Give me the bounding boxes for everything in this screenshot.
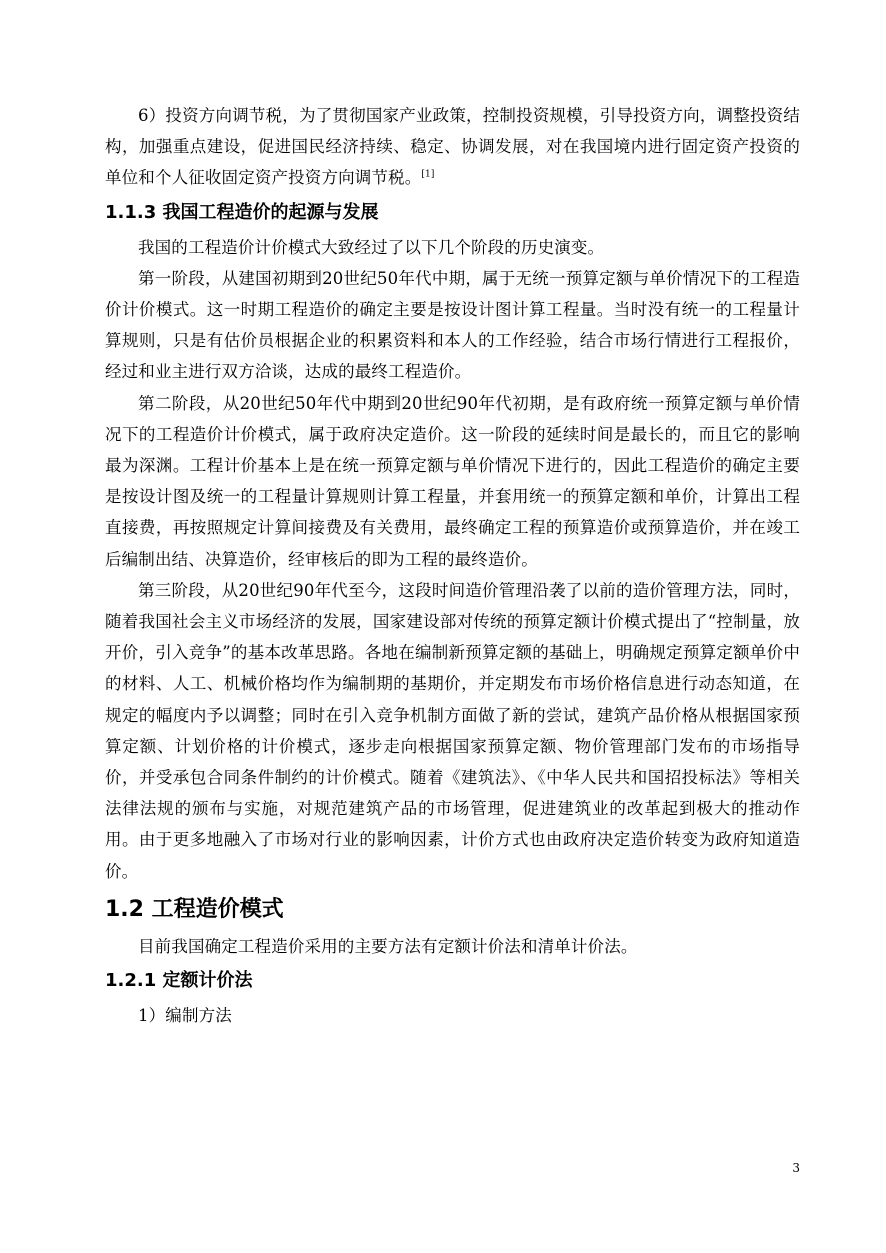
paragraph-methods: 目前我国确定工程造价采用的主要方法有定额计价法和清单计价法。 (138, 936, 638, 956)
paragraph-intro-stages: 我国的工程造价计价模式大致经过了以下几个阶段的历史演变。 (138, 237, 605, 257)
paragraph-investment-tax (105, 100, 800, 194)
paragraph-compilation-method: 1）编制方法 (138, 1006, 232, 1026)
heading-1-2-1: 1.2.1 定额计价法 (105, 970, 253, 992)
heading-1-2: 1.2 工程造价模式 (105, 896, 284, 922)
paragraph-investment-tax-text: 6）投资方向调节税，为了贯彻国家产业政策，控制投资规模，引导投资方向，调整投资结构，加强重点建设，促进国民经济持续、稳定、协调发展，对在我国境内进行固定资产投资的单位和个人征收固定资产投资方向调节税。 (105, 106, 800, 188)
paragraph-stage-one: 第一阶段，从建国初期到20世纪50年代中期，属于无统一预算定额与单价情况下的工程造价计价模式。这一时期工程造价的确定主要是按设计图计算工程量。当时没有统一的工程量计算规则，只是有估价员根据企业的积累资料和本人的工作经验，结合市场行情进行工程报价，经过和业主进行双方洽谈，达成的最终工程造价。 (105, 268, 800, 382)
document-body (105, 100, 800, 1031)
page-number: 3 (792, 1161, 800, 1175)
paragraph-stage-two: 第二阶段，从20世纪50年代中期到20世纪90年代初期，是有政府统一预算定额与单价情况下的工程造价计价模式，属于政府决定造价。这一阶段的延续时间是最长的，而且它的影响最为深渊。工程计价基本上是在统一预算定额与单价情况下进行的，因此工程造价的确定主要是按设计图及统一的工程量计算规则计算工程量，并套用统一的预算定额和单价，计算出工程直接费，再按照规定计算间接费及有关费用，最终确定工程的预算造价或预算造价，并在竣工后编制出结、决算造价，经审核后的即为工程的最终造价。 (105, 393, 800, 569)
heading-1-1-3: 1.1.3 我国工程造价的起源与发展 (105, 201, 379, 223)
paragraph-stage-three: 第三阶段，从20世纪90年代至今，这段时间造价管理沿袭了以前的造价管理方法，同时，随着我国社会主义市场经济的发展，国家建设部对传统的预算定额计价模式提出了“控制量，放开价，引入竞争”的基本改革思路。各地在编制新预算定额的基础上，明确规定预算定额单价中的材料、人工、机械价格均作为编制期的基期价，并定期发布市场价格信息进行动态知道，在规定的幅度内予以调整；同时在引入竞争机制方面做了新的尝试，建筑产品价格从根据国家预算定额、计划价格的计价模式，逐步走向根据国家预算定额、物价管理部门发布的市场指导价，并受承包合同条件制约的计价模式。随着《建筑法》、《中华人民共和国招投标法》等相关法律法规的颁布与实施，对规范建筑产品的市场管理，促进建筑业的改革起到极大的推动作用。由于更多地融入了市场对行业的影响因素，计价方式也由政府决定造价转变为政府知道造价。 (105, 580, 800, 881)
citation-ref: [1] (421, 169, 435, 180)
